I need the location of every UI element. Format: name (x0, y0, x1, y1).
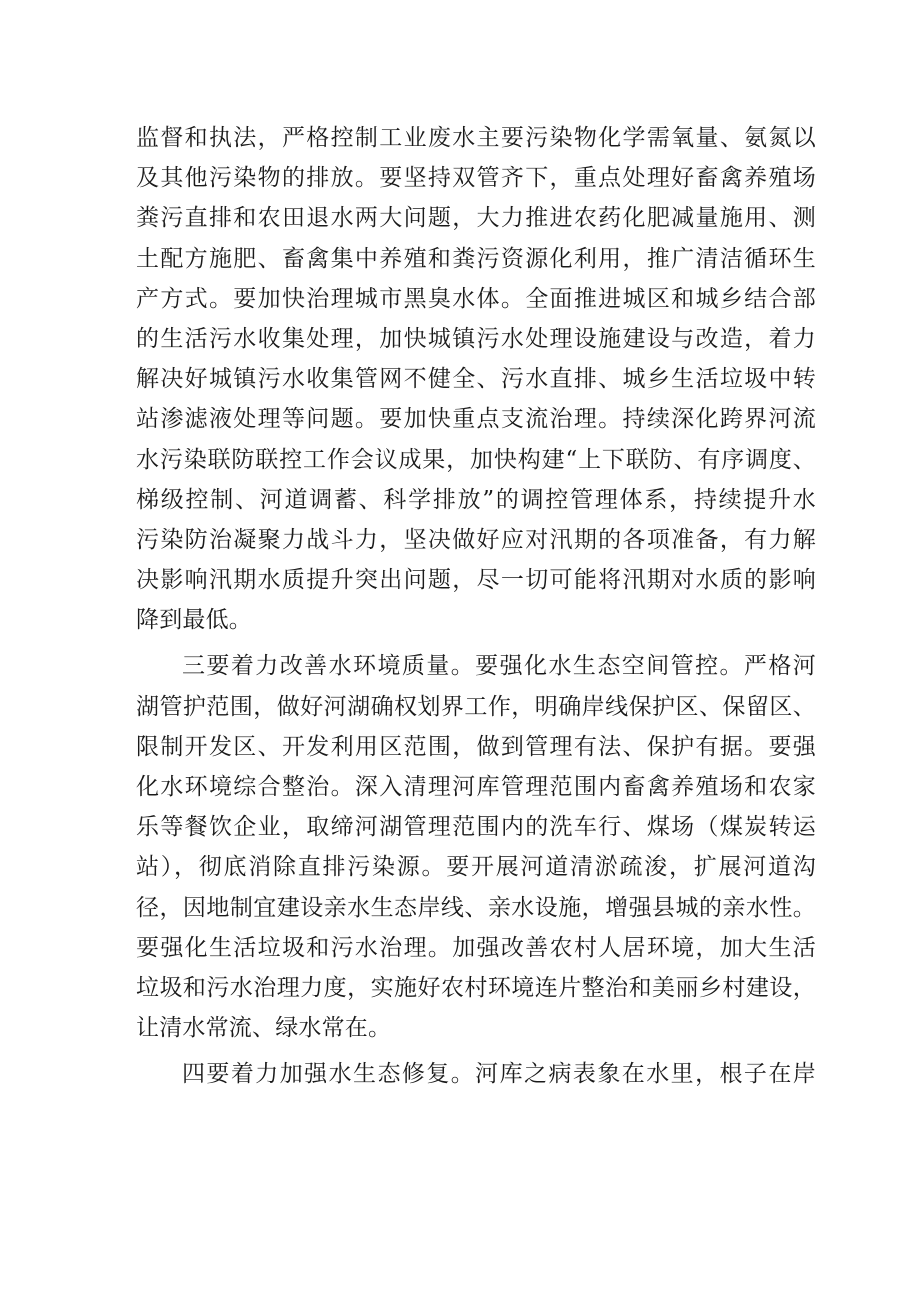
text-line: 污染防治凝聚力战斗力，坚决做好应对汛期的各项准备，有力解 (136, 526, 816, 553)
text-line: 产方式。要加快治理城市黑臭水体。全面推进城区和城乡结合部 (136, 285, 816, 312)
paragraph (136, 1054, 816, 1094)
text-line: 土配方施肥、畜禽集中养殖和粪污资源化利用，推广清洁循环生 (136, 245, 816, 272)
text-line: 要强化生活垃圾和污水治理。加强改善农村人居环境，加大生活 (136, 934, 816, 961)
text-line: 监督和执法，严格控制工业废水主要污染物化学需氧量、氨氮以 (136, 125, 816, 151)
paragraph (136, 646, 816, 1048)
text-line: 站渗滤液处理等问题。要加快重点支流治理。持续深化跨界河流 (136, 406, 816, 433)
text-line: 径，因地制宜建设亲水生态岸线、亲水设施，增强县城的亲水性。 (136, 894, 816, 921)
text-line: 梯级控制、河道调蓄、科学排放”的调控管理体系，持续提升水 (136, 486, 816, 513)
document-body (136, 118, 816, 1095)
text-line: 决影响汛期水质提升突出问题，尽一切可能将汛期对水质的影响 (136, 567, 816, 594)
text-line: 限制开发区、开发利用区范围，做到管理有法、保护有据。要强 (136, 733, 816, 760)
text-line: 化水环境综合整治。深入清理河库管理范围内畜禽养殖场和农家 (136, 774, 816, 800)
text-line: 及其他污染物的排放。要坚持双管齐下，重点处理好畜禽养殖场 (136, 165, 816, 192)
text-line: 四要着力加强水生态修复。河库之病表象在水里，根子在岸 (182, 1061, 816, 1088)
text-line: 垃圾和污水治理力度，实施好农村环境连片整治和美丽乡村建设， (136, 974, 816, 1001)
text-line: 湖管护范围，做好河湖确权划界工作，明确岸线保护区、保留区、 (136, 693, 816, 720)
text-line: 三要着力改善水环境质量。要强化水生态空间管控。严格河 (182, 653, 816, 680)
text-line: 乐等餐饮企业，取缔河湖管理范围内的洗车行、煤场（煤炭转运 (136, 814, 816, 841)
text-line: 让清水常流、绿水常在。 (136, 1015, 392, 1042)
text-line: 解决好城镇污水收集管网不健全、污水直排、城乡生活垃圾中转 (136, 366, 816, 393)
text-line: 站），彻底消除直排污染源。要开展河道清淤疏浚，扩展河道沟 (136, 854, 816, 881)
text-line: 的生活污水收集处理，加快城镇污水处理设施建设与改造，着力 (136, 325, 816, 352)
text-line: 粪污直排和农田退水两大问题，大力推进农药化肥减量施用、测 (136, 205, 816, 232)
paragraph (136, 118, 816, 640)
text-line: 水污染联防联控工作会议成果，加快构建“上下联防、有序调度、 (136, 446, 816, 473)
text-line: 降到最低。 (136, 607, 252, 634)
